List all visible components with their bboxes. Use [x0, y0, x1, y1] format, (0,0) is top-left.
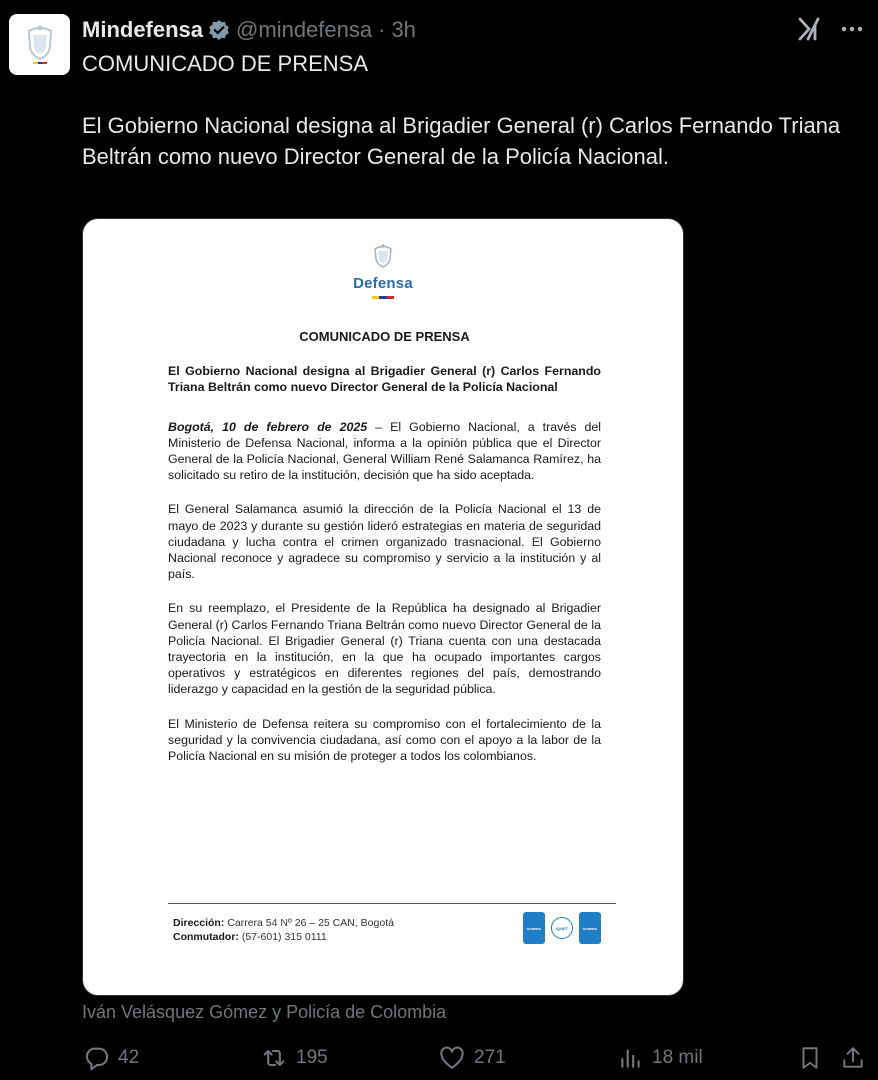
defensa-logo	[83, 243, 683, 299]
coat-of-arms-icon	[23, 23, 57, 67]
share-icon	[840, 1044, 866, 1072]
more-icon[interactable]	[840, 17, 864, 41]
views-count: 18 mil	[652, 1047, 703, 1068]
like-button[interactable]	[438, 1044, 506, 1072]
defensa-logo-text: Defensa	[353, 275, 413, 292]
cert-label-2: IQNET	[555, 925, 569, 931]
repost-button[interactable]	[260, 1044, 328, 1072]
author-handle[interactable]: @mindefensa	[236, 17, 373, 42]
icontec-logo	[523, 912, 545, 944]
author-name[interactable]: Mindefensa	[82, 17, 204, 42]
document-heading: COMUNICADO DE PRENSA	[299, 329, 470, 344]
footer-address-label: Dirección:	[173, 917, 225, 929]
views-icon	[618, 1044, 644, 1072]
avatar[interactable]	[9, 14, 70, 75]
icontec-logo	[579, 912, 601, 944]
document-subtitle: El Gobierno Nacional designa al Brigadier General (r) Carlos Fernando Triana Beltrán como nuevo Director General de la Policía Nacional	[168, 364, 601, 395]
tagged-users[interactable]: Iván Velásquez Gómez y Policía de Colombia	[82, 1002, 447, 1022]
timestamp[interactable]: 3h	[391, 17, 416, 42]
like-icon	[438, 1044, 466, 1072]
tweet-header	[82, 15, 416, 45]
footer-divider	[168, 903, 616, 904]
flag-bar	[372, 296, 394, 299]
footer-phone-value: (57-601) 315 0111	[238, 931, 327, 943]
reply-count: 42	[118, 1047, 140, 1068]
cert-label-3: icontec	[582, 925, 597, 931]
footer-phone-label: Conmutador:	[173, 931, 239, 943]
like-count: 271	[474, 1047, 506, 1068]
verified-badge-icon[interactable]	[208, 19, 230, 41]
repost-count: 195	[296, 1047, 328, 1068]
paragraph-1-text: – El Gobierno Nacional, a través del Ministerio de Defensa Nacional, informa a la opinión pública que el Director General de la Policía Nacional, General William René Salamanca Ramírez, ha solicitado su retiro de la institución, decisión que ha sido aceptada.	[168, 419, 601, 483]
tweet-text: COMUNICADO DE PRENSA El Gobierno Nacional designa al Brigadier General (r) Carlos Fernando Triana Beltrán como nuevo Director General de la Policía Nacional.	[82, 51, 841, 169]
reply-icon	[82, 1044, 110, 1072]
iqnet-logo	[551, 917, 573, 939]
document-body	[168, 329, 601, 782]
views-button[interactable]	[618, 1044, 703, 1072]
certification-logos	[523, 912, 601, 944]
share-button[interactable]	[840, 1044, 866, 1072]
footer-address-value: Carrera 54 Nº 26 – 25 CAN, Bogotá	[224, 917, 394, 929]
document-paragraph-1	[168, 419, 601, 484]
grok-icon[interactable]	[796, 16, 822, 42]
coat-of-arms-icon	[371, 243, 395, 269]
footer-address	[173, 916, 394, 930]
document-footer	[173, 916, 394, 944]
document-paragraph-2: El General Salamanca asumió la dirección de la Policía Nacional el 13 de mayo de 2023 y durante su gestión lideró estrategias en materia de seguridad ciudadana y lucha contra el crimen organizado trasnacional. El Gobierno Nacional reconoce y agradece su compromiso y servicio a la institución y al país.	[168, 502, 601, 582]
tweet-actions	[82, 1044, 868, 1076]
footer-phone	[173, 930, 394, 944]
tweet-top-actions	[796, 16, 864, 42]
document-paragraph-3: En su reemplazo, el Presidente de la República ha designado al Brigadier General (r) Carlos Fernando Triana Beltrán como nuevo Director General de la Policía Nacional. El Brigadier General (r) Triana cuenta con una destacada trayectoria en la institución, en la que ha ocupado importantes cargos operativos y estratégicos en diferentes regiones del país, demostrando liderazgo y capacidad en la gestión de la seguridad pública.	[168, 601, 601, 697]
bookmark-icon	[797, 1044, 823, 1072]
press-release-image[interactable]	[82, 218, 684, 996]
cert-label-1: icontec	[526, 925, 541, 931]
separator: ·	[378, 17, 386, 42]
reply-button[interactable]	[82, 1044, 139, 1072]
dateline: Bogotá, 10 de febrero de 2025	[168, 419, 368, 434]
repost-icon	[260, 1044, 288, 1072]
document-paragraph-4: El Ministerio de Defensa reitera su compromiso con el fortalecimiento de la seguridad y la convivencia ciudadana, así como con el apoyo a la labor de la Policía Nacional en su misión de proteger a todos los colombianos.	[168, 716, 601, 764]
bookmark-button[interactable]	[797, 1044, 823, 1072]
